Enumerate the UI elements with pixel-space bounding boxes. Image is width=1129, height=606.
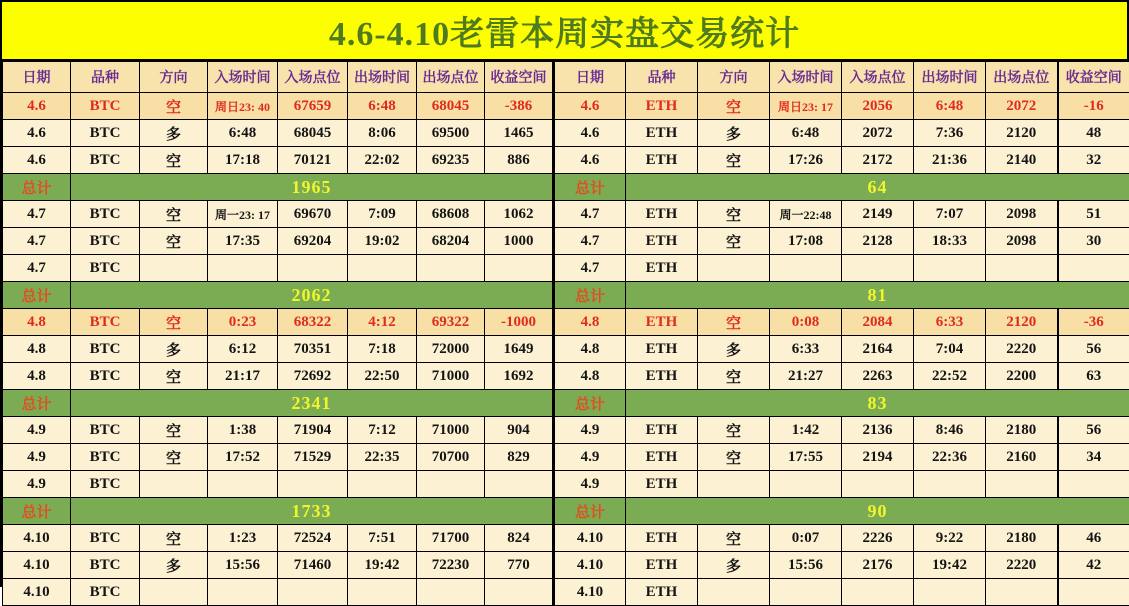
profit-cell: 48 <box>1058 120 1129 147</box>
header-cell: 入场点位 <box>842 62 914 93</box>
entry-time-cell: 17:26 <box>770 147 842 174</box>
exit-price-cell: 2220 <box>986 552 1058 579</box>
trade-row <box>3 93 1129 120</box>
profit-cell: 46 <box>1058 525 1129 552</box>
exit-price-cell: 71700 <box>417 525 485 552</box>
total-label-cell: 总计 <box>554 498 626 525</box>
exit-price-cell: 68608 <box>417 201 485 228</box>
total-value-cell: 81 <box>626 282 1129 309</box>
entry-time-cell <box>770 579 842 606</box>
table-header <box>3 62 1129 93</box>
entry-price-cell: 2194 <box>842 444 914 471</box>
page-title: 4.6-4.10老雷本周实盘交易统计 <box>2 2 1127 61</box>
header-cell: 方向 <box>140 62 208 93</box>
trade-row <box>3 255 1129 282</box>
exit-time-cell: 22:36 <box>914 444 986 471</box>
trade-row <box>3 471 1129 498</box>
symbol-cell: BTC <box>71 147 140 174</box>
total-value-cell: 83 <box>626 390 1129 417</box>
exit-time-cell: 4:12 <box>348 309 417 336</box>
entry-price-cell: 69204 <box>278 228 348 255</box>
entry-price-cell: 2056 <box>842 93 914 120</box>
profit-cell <box>1058 579 1129 606</box>
entry-price-cell: 2164 <box>842 336 914 363</box>
symbol-cell: BTC <box>71 552 140 579</box>
exit-price-cell: 72000 <box>417 336 485 363</box>
total-row <box>3 390 1129 417</box>
symbol-cell: ETH <box>626 525 698 552</box>
date-cell: 4.10 <box>554 525 626 552</box>
symbol-cell: ETH <box>626 120 698 147</box>
direction-cell: 空 <box>140 417 208 444</box>
total-label-cell: 总计 <box>3 282 71 309</box>
exit-price-cell: 2200 <box>986 363 1058 390</box>
symbol-cell: ETH <box>626 471 698 498</box>
date-cell: 4.7 <box>3 201 71 228</box>
profit-cell: 1000 <box>485 228 554 255</box>
trade-row <box>3 579 1129 606</box>
entry-time-cell: 周一22:48 <box>770 201 842 228</box>
exit-price-cell <box>417 255 485 282</box>
entry-time-cell: 0:23 <box>208 309 278 336</box>
trade-row <box>3 309 1129 336</box>
entry-time-cell: 周一23: 17 <box>208 201 278 228</box>
direction-cell: 空 <box>698 417 770 444</box>
symbol-cell: BTC <box>71 363 140 390</box>
direction-cell: 空 <box>140 444 208 471</box>
entry-time-cell: 6:48 <box>770 120 842 147</box>
direction-cell: 多 <box>140 336 208 363</box>
exit-time-cell: 22:50 <box>348 363 417 390</box>
direction-cell: 多 <box>140 552 208 579</box>
exit-time-cell <box>914 471 986 498</box>
exit-time-cell: 21:36 <box>914 147 986 174</box>
exit-time-cell: 6:48 <box>914 93 986 120</box>
entry-price-cell <box>278 579 348 606</box>
symbol-cell: BTC <box>71 309 140 336</box>
date-cell: 4.6 <box>3 120 71 147</box>
symbol-cell: ETH <box>626 228 698 255</box>
header-cell: 入场点位 <box>278 62 348 93</box>
entry-time-cell: 17:08 <box>770 228 842 255</box>
entry-time-cell: 0:08 <box>770 309 842 336</box>
exit-price-cell: 2098 <box>986 228 1058 255</box>
total-label-cell: 总计 <box>3 498 71 525</box>
exit-time-cell <box>914 255 986 282</box>
entry-time-cell <box>208 579 278 606</box>
symbol-cell: ETH <box>626 579 698 606</box>
direction-cell: 空 <box>140 363 208 390</box>
exit-price-cell: 2160 <box>986 444 1058 471</box>
date-cell: 4.8 <box>3 363 71 390</box>
trade-row <box>3 147 1129 174</box>
exit-price-cell <box>986 579 1058 606</box>
direction-cell: 空 <box>698 147 770 174</box>
date-cell: 4.8 <box>554 309 626 336</box>
exit-time-cell: 8:06 <box>348 120 417 147</box>
exit-price-cell <box>986 255 1058 282</box>
entry-time-cell <box>208 471 278 498</box>
header-cell: 出场点位 <box>986 62 1058 93</box>
entry-price-cell: 71460 <box>278 552 348 579</box>
symbol-cell: BTC <box>71 471 140 498</box>
total-value-cell: 1733 <box>71 498 554 525</box>
entry-price-cell: 68322 <box>278 309 348 336</box>
profit-cell: 30 <box>1058 228 1129 255</box>
profit-cell: 1062 <box>485 201 554 228</box>
trade-row <box>3 120 1129 147</box>
entry-price-cell: 68045 <box>278 120 348 147</box>
profit-cell: 42 <box>1058 552 1129 579</box>
entry-time-cell: 周日23: 17 <box>770 93 842 120</box>
profit-cell: -36 <box>1058 309 1129 336</box>
exit-time-cell: 7:18 <box>348 336 417 363</box>
header-cell: 品种 <box>626 62 698 93</box>
exit-time-cell: 18:33 <box>914 228 986 255</box>
symbol-cell: ETH <box>626 93 698 120</box>
total-label-cell: 总计 <box>3 174 71 201</box>
header-cell: 日期 <box>3 62 71 93</box>
profit-cell: 824 <box>485 525 554 552</box>
profit-cell <box>1058 255 1129 282</box>
exit-price-cell: 71000 <box>417 417 485 444</box>
exit-price-cell: 2180 <box>986 525 1058 552</box>
total-label-cell: 总计 <box>554 174 626 201</box>
exit-time-cell: 6:33 <box>914 309 986 336</box>
date-cell: 4.7 <box>554 228 626 255</box>
symbol-cell: BTC <box>71 201 140 228</box>
total-label-cell: 总计 <box>554 282 626 309</box>
exit-price-cell <box>986 471 1058 498</box>
entry-price-cell: 2176 <box>842 552 914 579</box>
exit-price-cell: 2120 <box>986 120 1058 147</box>
date-cell: 4.9 <box>3 417 71 444</box>
symbol-cell: BTC <box>71 417 140 444</box>
entry-price-cell <box>278 255 348 282</box>
exit-time-cell <box>348 471 417 498</box>
date-cell: 4.6 <box>554 147 626 174</box>
exit-price-cell: 2072 <box>986 93 1058 120</box>
entry-price-cell <box>842 471 914 498</box>
exit-price-cell <box>417 471 485 498</box>
entry-time-cell: 1:42 <box>770 417 842 444</box>
total-value-cell: 90 <box>626 498 1129 525</box>
entry-time-cell: 0:07 <box>770 525 842 552</box>
direction-cell: 空 <box>140 309 208 336</box>
entry-price-cell: 71904 <box>278 417 348 444</box>
date-cell: 4.7 <box>3 255 71 282</box>
direction-cell: 空 <box>140 93 208 120</box>
direction-cell <box>698 471 770 498</box>
exit-time-cell: 22:02 <box>348 147 417 174</box>
header-cell: 日期 <box>554 62 626 93</box>
entry-price-cell: 2136 <box>842 417 914 444</box>
exit-price-cell: 69235 <box>417 147 485 174</box>
direction-cell: 空 <box>698 525 770 552</box>
direction-cell: 多 <box>140 120 208 147</box>
entry-time-cell: 6:48 <box>208 120 278 147</box>
symbol-cell: BTC <box>71 255 140 282</box>
exit-time-cell: 22:35 <box>348 444 417 471</box>
profit-cell: 63 <box>1058 363 1129 390</box>
profit-cell: 829 <box>485 444 554 471</box>
entry-price-cell: 2226 <box>842 525 914 552</box>
symbol-cell: BTC <box>71 579 140 606</box>
trade-row <box>3 363 1129 390</box>
exit-time-cell: 8:46 <box>914 417 986 444</box>
entry-time-cell: 21:17 <box>208 363 278 390</box>
entry-price-cell <box>842 579 914 606</box>
symbol-cell: BTC <box>71 525 140 552</box>
symbol-cell: BTC <box>71 228 140 255</box>
exit-time-cell: 6:48 <box>348 93 417 120</box>
exit-price-cell: 71000 <box>417 363 485 390</box>
profit-cell <box>485 255 554 282</box>
exit-time-cell <box>348 255 417 282</box>
symbol-cell: ETH <box>626 363 698 390</box>
entry-price-cell: 69670 <box>278 201 348 228</box>
exit-price-cell: 68204 <box>417 228 485 255</box>
exit-price-cell: 2140 <box>986 147 1058 174</box>
exit-price-cell: 2180 <box>986 417 1058 444</box>
direction-cell: 多 <box>698 552 770 579</box>
profit-cell: 1649 <box>485 336 554 363</box>
entry-price-cell: 2172 <box>842 147 914 174</box>
direction-cell: 空 <box>698 93 770 120</box>
header-cell: 收益空间 <box>485 62 554 93</box>
header-cell: 入场时间 <box>208 62 278 93</box>
entry-time-cell: 6:12 <box>208 336 278 363</box>
date-cell: 4.10 <box>3 525 71 552</box>
direction-cell: 多 <box>698 336 770 363</box>
exit-time-cell: 7:36 <box>914 120 986 147</box>
entry-price-cell: 2128 <box>842 228 914 255</box>
entry-time-cell: 17:18 <box>208 147 278 174</box>
trade-row <box>3 417 1129 444</box>
exit-price-cell: 2120 <box>986 309 1058 336</box>
date-cell: 4.8 <box>554 363 626 390</box>
exit-price-cell: 70700 <box>417 444 485 471</box>
trade-row <box>3 525 1129 552</box>
entry-time-cell: 21:27 <box>770 363 842 390</box>
direction-cell <box>140 255 208 282</box>
exit-time-cell: 19:42 <box>914 552 986 579</box>
date-cell: 4.9 <box>3 444 71 471</box>
trade-row <box>3 228 1129 255</box>
profit-cell: -16 <box>1058 93 1129 120</box>
date-cell: 4.8 <box>3 336 71 363</box>
entry-time-cell: 15:56 <box>770 552 842 579</box>
entry-time-cell: 17:35 <box>208 228 278 255</box>
symbol-cell: ETH <box>626 417 698 444</box>
date-cell: 4.9 <box>554 471 626 498</box>
entry-time-cell: 1:23 <box>208 525 278 552</box>
entry-time-cell: 6:33 <box>770 336 842 363</box>
exit-price-cell: 69500 <box>417 120 485 147</box>
exit-price-cell: 2220 <box>986 336 1058 363</box>
symbol-cell: BTC <box>71 93 140 120</box>
total-value-cell: 64 <box>626 174 1129 201</box>
entry-time-cell <box>770 471 842 498</box>
total-row <box>3 174 1129 201</box>
entry-price-cell: 2263 <box>842 363 914 390</box>
date-cell: 4.6 <box>554 120 626 147</box>
profit-cell <box>485 471 554 498</box>
profit-cell: 56 <box>1058 417 1129 444</box>
total-value-cell: 2341 <box>71 390 554 417</box>
trade-row <box>3 201 1129 228</box>
profit-cell: -1000 <box>485 309 554 336</box>
entry-price-cell: 70351 <box>278 336 348 363</box>
exit-price-cell <box>417 579 485 606</box>
date-cell: 4.6 <box>3 93 71 120</box>
trade-row <box>3 336 1129 363</box>
exit-time-cell <box>348 579 417 606</box>
profit-cell: 32 <box>1058 147 1129 174</box>
exit-time-cell: 19:02 <box>348 228 417 255</box>
profit-cell <box>1058 471 1129 498</box>
exit-time-cell: 22:52 <box>914 363 986 390</box>
header-cell: 出场点位 <box>417 62 485 93</box>
total-label-cell: 总计 <box>554 390 626 417</box>
entry-time-cell: 17:52 <box>208 444 278 471</box>
exit-price-cell: 68045 <box>417 93 485 120</box>
exit-time-cell: 7:09 <box>348 201 417 228</box>
entry-price-cell: 71529 <box>278 444 348 471</box>
entry-price-cell: 2149 <box>842 201 914 228</box>
exit-price-cell: 69322 <box>417 309 485 336</box>
exit-time-cell: 7:07 <box>914 201 986 228</box>
symbol-cell: ETH <box>626 147 698 174</box>
exit-time-cell: 19:42 <box>348 552 417 579</box>
entry-time-cell: 周日23: 40 <box>208 93 278 120</box>
header-cell: 方向 <box>698 62 770 93</box>
exit-price-cell: 72230 <box>417 552 485 579</box>
total-value-cell: 1965 <box>71 174 554 201</box>
total-label-cell: 总计 <box>3 390 71 417</box>
direction-cell: 空 <box>140 228 208 255</box>
profit-cell: 886 <box>485 147 554 174</box>
total-row <box>3 498 1129 525</box>
entry-price-cell: 70121 <box>278 147 348 174</box>
direction-cell <box>140 471 208 498</box>
date-cell: 4.10 <box>554 552 626 579</box>
date-cell: 4.10 <box>3 579 71 606</box>
date-cell: 4.10 <box>554 579 626 606</box>
header-cell: 收益空间 <box>1058 62 1129 93</box>
entry-time-cell <box>208 255 278 282</box>
direction-cell: 空 <box>698 363 770 390</box>
date-cell: 4.6 <box>3 147 71 174</box>
exit-time-cell <box>914 579 986 606</box>
entry-price-cell: 72524 <box>278 525 348 552</box>
header-cell: 入场时间 <box>770 62 842 93</box>
direction-cell <box>140 579 208 606</box>
symbol-cell: ETH <box>626 336 698 363</box>
date-cell: 4.8 <box>3 309 71 336</box>
stats-table <box>2 61 1129 606</box>
direction-cell: 空 <box>140 525 208 552</box>
profit-cell: 56 <box>1058 336 1129 363</box>
exit-price-cell: 2098 <box>986 201 1058 228</box>
profit-cell: 1465 <box>485 120 554 147</box>
exit-time-cell: 7:51 <box>348 525 417 552</box>
date-cell: 4.9 <box>554 417 626 444</box>
table-body <box>3 93 1129 606</box>
symbol-cell: BTC <box>71 444 140 471</box>
date-cell: 4.10 <box>3 552 71 579</box>
date-cell: 4.9 <box>3 471 71 498</box>
direction-cell <box>698 255 770 282</box>
entry-price-cell: 2072 <box>842 120 914 147</box>
direction-cell <box>698 579 770 606</box>
date-cell: 4.9 <box>554 444 626 471</box>
entry-time-cell <box>770 255 842 282</box>
direction-cell: 空 <box>140 201 208 228</box>
entry-price-cell: 72692 <box>278 363 348 390</box>
entry-price-cell <box>278 471 348 498</box>
date-cell: 4.7 <box>554 255 626 282</box>
profit-cell: -386 <box>485 93 554 120</box>
profit-cell: 51 <box>1058 201 1129 228</box>
profit-cell: 770 <box>485 552 554 579</box>
profit-cell: 34 <box>1058 444 1129 471</box>
date-cell: 4.8 <box>554 336 626 363</box>
trade-row <box>3 444 1129 471</box>
direction-cell: 空 <box>698 309 770 336</box>
direction-cell: 空 <box>140 147 208 174</box>
date-cell: 4.7 <box>3 228 71 255</box>
trade-row <box>3 552 1129 579</box>
entry-price-cell <box>842 255 914 282</box>
direction-cell: 空 <box>698 201 770 228</box>
entry-price-cell: 2084 <box>842 309 914 336</box>
symbol-cell: ETH <box>626 444 698 471</box>
date-cell: 4.7 <box>554 201 626 228</box>
profit-cell: 1692 <box>485 363 554 390</box>
symbol-cell: ETH <box>626 309 698 336</box>
direction-cell: 空 <box>698 228 770 255</box>
entry-price-cell: 67659 <box>278 93 348 120</box>
entry-time-cell: 17:55 <box>770 444 842 471</box>
total-value-cell: 2062 <box>71 282 554 309</box>
date-cell: 4.6 <box>554 93 626 120</box>
entry-time-cell: 1:38 <box>208 417 278 444</box>
symbol-cell: ETH <box>626 201 698 228</box>
symbol-cell: BTC <box>71 120 140 147</box>
symbol-cell: BTC <box>71 336 140 363</box>
header-cell: 出场时间 <box>348 62 417 93</box>
header-cell: 品种 <box>71 62 140 93</box>
entry-time-cell: 15:56 <box>208 552 278 579</box>
total-row <box>3 282 1129 309</box>
profit-cell <box>485 579 554 606</box>
exit-time-cell: 7:04 <box>914 336 986 363</box>
symbol-cell: ETH <box>626 255 698 282</box>
header-cell: 出场时间 <box>914 62 986 93</box>
profit-cell: 904 <box>485 417 554 444</box>
exit-time-cell: 7:12 <box>348 417 417 444</box>
direction-cell: 多 <box>698 120 770 147</box>
symbol-cell: ETH <box>626 552 698 579</box>
exit-time-cell: 9:22 <box>914 525 986 552</box>
direction-cell: 空 <box>698 444 770 471</box>
